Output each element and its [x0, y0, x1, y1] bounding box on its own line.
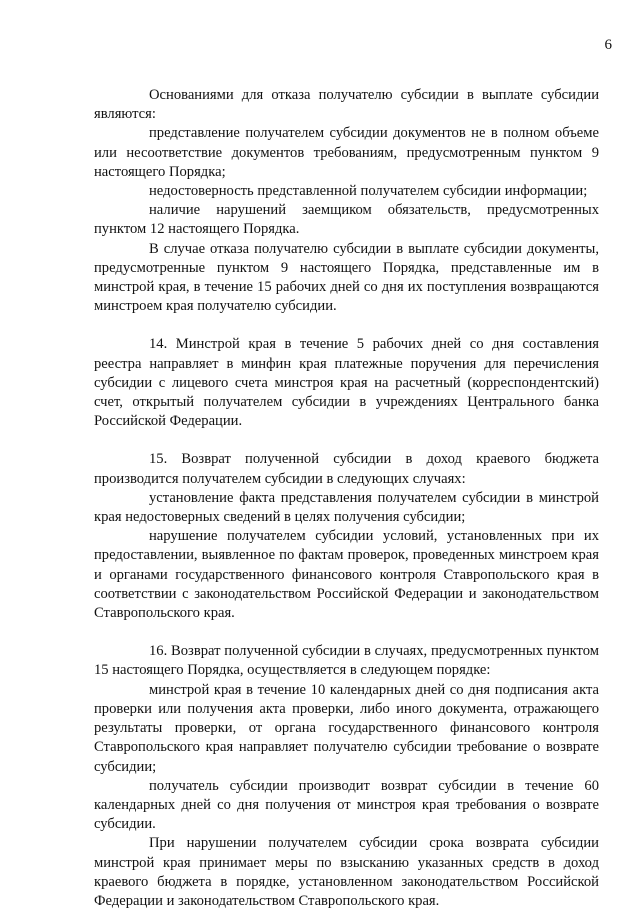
paragraph: 15. Возврат полученной субсидии в доход краевого бюджета производится получателем субсидии в следующих случаях:	[94, 451, 599, 487]
paragraph-spacer	[94, 316, 599, 335]
page-number: 6	[604, 37, 612, 53]
paragraph: 16. Возврат полученной субсидии в случаях, предусмотренных пунктом 15 настоящего Порядка, осуществляется в следующем порядке:	[94, 643, 599, 679]
paragraph-spacer	[94, 431, 599, 450]
document-body	[94, 86, 599, 911]
paragraph: При нарушении получателем субсидии срока возврата субсидии минстрой края принимает меры по взысканию указанных средств в доход краевого бюджета в порядке, установленном законодательством Российской Федерации и законодательством Ставропольского края.	[94, 835, 599, 909]
paragraph: представление получателем субсидии документов не в полном объеме или несоответствие документов требованиям, предусмотренным пунктом 9 настоящего Порядка;	[94, 125, 599, 180]
paragraph: наличие нарушений заемщиком обязательств, предусмотренных пунктом 12 настоящего Порядка.	[94, 202, 599, 238]
paragraph: минстрой края в течение 10 календарных дней со дня подписания акта проверки или получения акта проверки, либо иного документа, отражающего результаты проверки, от органа государственного финансового контроля Ставропольского края направляет получателю субсидии требование о возврате субсидии;	[94, 681, 599, 775]
paragraph: 14. Минстрой края в течение 5 рабочих дней со дня составления реестра направляет в минфин края платежные поручения для перечисления субсидии с лицевого счета минстроя края на расчетный (корреспондентский) счет, открытый получателем субсидии в учреждениях Центрального банка Российской Федерации.	[94, 336, 599, 430]
paragraph: получатель субсидии производит возврат субсидии в течение 60 календарных дней со дня получения от минстроя края требования о возврате субсидии.	[94, 777, 599, 833]
paragraph: В случае отказа получателю субсидии в выплате субсидии документы, предусмотренные пунктом 9 настоящего Порядка, представленные им в минстрой края, в течение 15 рабочих дней со дня их поступления возвращаются минстроем края получателю субсидии.	[94, 240, 599, 315]
paragraph: недостоверность представленной получателем субсидии информации;	[149, 183, 588, 200]
paragraph: Основаниями для отказа получателю субсидии в выплате субсидии являются:	[94, 87, 599, 123]
paragraph-spacer	[94, 623, 599, 642]
paragraph: нарушение получателем субсидии условий, установленных при их предоставлении, выявленное по фактам проверок, проведенных минстроем края и органами государственного финансового контроля Ставропольского края в соответствии с законодательством Российской Федерации и законодательством Ставропольского края.	[94, 528, 599, 622]
paragraph: установление факта представления получателем субсидии в минстрой края недостоверных сведений в целях получения субсидии;	[94, 489, 599, 526]
